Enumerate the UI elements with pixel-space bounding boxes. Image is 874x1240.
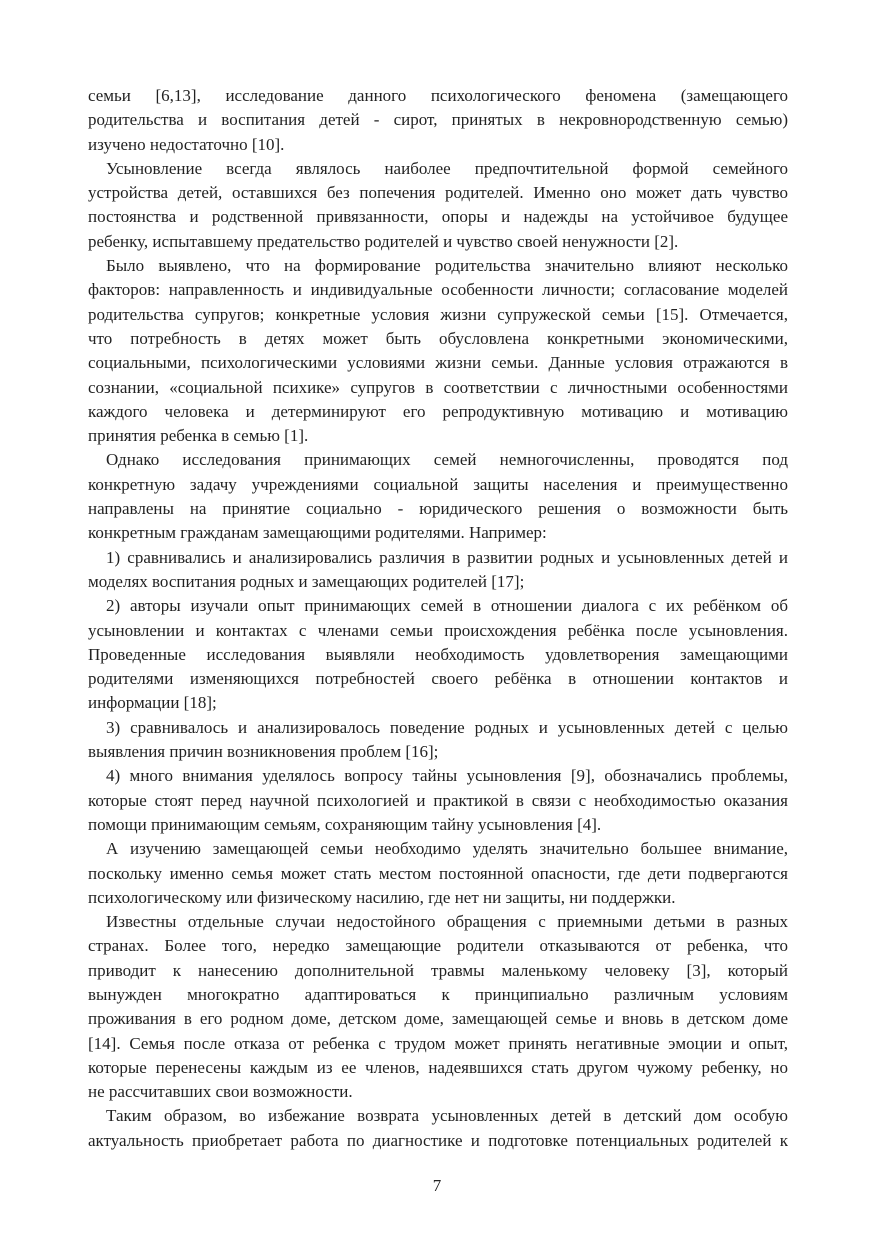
text-line: актуальность приобретает работа по диагностике и подготовке потенциальных родителей к [88, 1130, 788, 1150]
text-line: 3) сравнивалось и анализировалось поведение родных и усыновленных детей с целью [106, 717, 788, 737]
text-line: информации [18]; [88, 693, 217, 713]
document-body [88, 84, 788, 1153]
text-line: усыновлении и контактах с членами семьи происхождения ребёнка после усыновления. [88, 620, 788, 640]
text-line: каждого человека и детерминируют его репродуктивную мотивацию и мотивацию [88, 401, 788, 421]
text-line: принятия ребенка в семью [1]. [88, 426, 309, 446]
text-line: странах. Более того, нередко замещающие родители отказываются от ребенка, что [88, 936, 788, 956]
text-line: родительства и воспитания детей - сирот, принятых в некровнородственную семью) [88, 110, 788, 130]
text-line: изучено недостаточно [10]. [88, 134, 285, 154]
text-line: которые перенесены каждым из ее членов, надеявшихся стать другом чужому ребенку, но [88, 1057, 788, 1077]
text-line: Было выявлено, что на формирование родительства значительно влияют несколько [106, 256, 788, 276]
text-line: вынужден многократно адаптироваться к принципиально различным условиям [88, 984, 788, 1004]
paragraph [88, 594, 788, 715]
text-line: конкретную задачу учреждениями социальной защиты населения и преимущественно [88, 474, 788, 494]
text-line: что потребность в детях может быть обусловлена конкретными экономическими, [88, 328, 788, 348]
text-line: родителями изменяющихся потребностей своего ребёнка в отношении контактов и [88, 669, 788, 689]
text-line: Проведенные исследования выявляли необходимость удовлетворения замещающими [88, 644, 788, 664]
text-line: приводит к нанесению дополнительной травмы маленькому человеку [3], который [88, 960, 788, 980]
paragraph [88, 764, 788, 837]
text-line: родительства супругов; конкретные условия жизни супружеской семьи [15]. Отмечается, [88, 304, 788, 324]
text-line: Однако исследования принимающих семей немногочисленны, проводятся под [106, 450, 788, 470]
text-line: конкретным гражданам замещающими родителями. Например: [88, 523, 547, 543]
text-line: Известны отдельные случаи недостойного обращения с приемными детьми в разных [106, 912, 788, 932]
paragraph [88, 1104, 788, 1153]
text-line: А изучению замещающей семьи необходимо уделять значительно большее внимание, [106, 839, 788, 859]
text-line: 4) много внимания уделялось вопросу тайны усыновления [9], обозначались проблемы, [106, 766, 788, 786]
text-line: устройства детей, оставшихся без попечения родителей. Именно оно может дать чувство [88, 183, 788, 203]
text-line: Таким образом, во избежание возврата усыновленных детей в детский дом особую [106, 1106, 788, 1126]
text-line: моделях воспитания родных и замещающих родителей [17]; [88, 571, 525, 591]
text-line: социальными, психологическими условиями жизни семьи. Данные условия отражаются в [88, 353, 788, 373]
paragraph [88, 716, 788, 765]
paragraph [88, 157, 788, 254]
text-line: помощи принимающим семьям, сохраняющим тайну усыновления [4]. [88, 814, 602, 834]
text-line: постоянства и родственной привязанности, опоры и надежды на устойчивое будущее [88, 207, 788, 227]
paragraph [88, 254, 788, 448]
paragraph [88, 910, 788, 1104]
text-line: 1) сравнивались и анализировались различия в развитии родных и усыновленных детей и [106, 547, 788, 567]
text-line: направлены на принятие социально - юридического решения о возможности быть [88, 499, 788, 519]
paragraph [88, 546, 788, 595]
page-number: 7 [432, 1176, 442, 1195]
text-line: выявления причин возникновения проблем [16]; [88, 742, 439, 762]
paragraph [88, 837, 788, 910]
text-line: не рассчитавших свои возможности. [88, 1082, 353, 1102]
text-line: проживания в его родном доме, детском доме, замещающей семье и вновь в детском доме [88, 1009, 788, 1029]
paragraph [88, 84, 788, 157]
text-line: факторов: направленность и индивидуальные особенности личности; согласование моделей [88, 280, 788, 300]
text-line: поскольку именно семья может стать местом постоянной опасности, где дети подвергаются [88, 863, 788, 883]
text-line: семьи [6,13], исследование данного психологического феномена (замещающего [88, 86, 788, 105]
text-line: сознании, «социальной психике» супругов в соответствии с личностными особенностями [88, 377, 788, 397]
text-line: ребенку, испытавшему предательство родителей и чувство своей ненужности [2]. [88, 231, 679, 251]
paragraph [88, 448, 788, 545]
text-line: которые стоят перед научной психологией и практикой в связи с необходимостью оказания [88, 790, 788, 810]
text-line: Усыновление всегда являлось наиболее предпочтительной формой семейного [106, 158, 788, 178]
text-line: психологическому или физическому насилию, где нет ни защиты, ни поддержки. [88, 887, 676, 907]
text-line: [14]. Семья после отказа от ребенка с трудом может принять негативные эмоции и опыт, [88, 1033, 788, 1053]
text-line: 2) авторы изучали опыт принимающих семей в отношении диалога с их ребёнком об [106, 596, 788, 616]
